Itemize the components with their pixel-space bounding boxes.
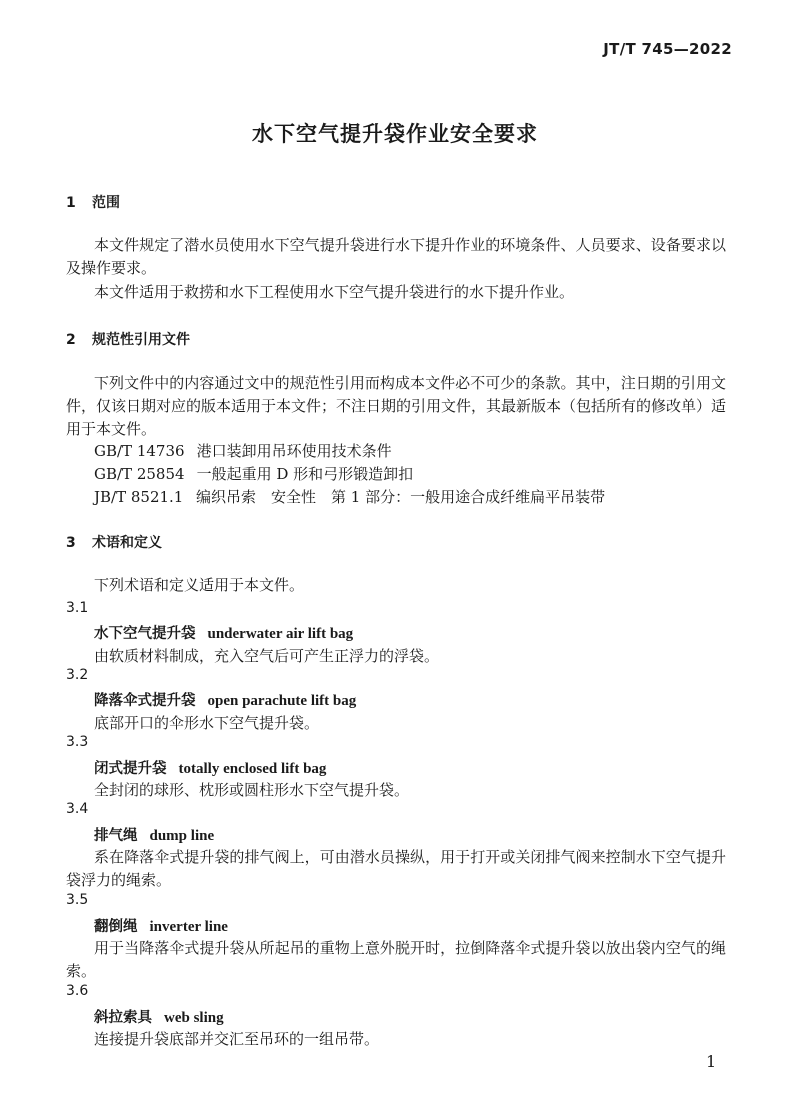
scope-paragraph-1: 本文件规定了潜水员使用水下空气提升袋进行水下提升作业的环境条件、人员要求、设备要求以及操作要求。 [66,236,726,277]
term-en: totally enclosed lift bag [178,761,327,777]
term-number: 3.2 [66,667,89,683]
term-zh: 斜拉索具 [94,1010,152,1026]
term-zh: 排气绳 [94,828,138,844]
reference-title: 一般起重用 D 形和弓形锻造卸扣 [196,465,414,483]
term-en: dump line [149,828,215,844]
standard-code: JT/T 745—2022 [603,40,732,58]
section-number: 2 [66,332,76,348]
scope-paragraph-2: 本文件适用于救捞和水下工程使用水下空气提升袋进行的水下提升作业。 [94,283,575,301]
term-definition: 系在降落伞式提升袋的排气阀上，可由潜水员操纵，用于打开或关闭排气阀来控制水下空气提升袋浮力的绳索。 [66,848,726,889]
term-en: web sling [164,1010,224,1026]
reference-code: JB/T 8521.1 [94,488,184,506]
section-scope-heading [66,192,120,212]
term-en: open parachute lift bag [207,693,357,709]
term-definition: 底部开口的伞形水下空气提升袋。 [94,714,320,732]
terms-intro: 下列术语和定义适用于本文件。 [94,576,305,594]
page-number: 1 [706,1052,717,1071]
section-terms-heading [66,532,162,552]
term-heading [94,757,326,778]
normative-intro: 下列文件中的内容通过文中的规范性引用而构成本文件必不可少的条款。其中，注日期的引用文件，仅该日期对应的版本适用于本文件；不注日期的引用文件，其最新版本（包括所有的修改单）适用于本文件。 [66,374,727,438]
reference-item [94,486,605,507]
section-title: 规范性引用文件 [92,332,190,348]
reference-title: 港口装卸用吊环使用技术条件 [196,442,392,460]
reference-title: 编织吊索 安全性 第 1 部分：一般用途合成纤维扁平吊装带 [196,488,606,506]
document-title: 水下空气提升袋作业安全要求 [252,122,538,146]
section-number: 3 [66,535,76,551]
term-definition: 由软质材料制成，充入空气后可产生正浮力的浮袋。 [94,647,440,665]
term-number: 3.5 [66,892,89,908]
term-number: 3.6 [66,983,89,999]
term-definition: 全封闭的球形、枕形或圆柱形水下空气提升袋。 [94,781,410,799]
term-zh: 降落伞式提升袋 [94,693,196,709]
term-number: 3.3 [66,734,89,750]
reference-item [94,440,392,461]
section-number: 1 [66,195,76,211]
term-definition: 连接提升袋底部并交汇至吊环的一组吊带。 [94,1030,380,1048]
term-heading [94,915,228,936]
reference-code: GB/T 14736 [94,442,185,460]
term-en: underwater air lift bag [207,626,354,642]
term-zh: 闭式提升袋 [94,761,167,777]
term-zh: 翻倒绳 [94,919,138,935]
term-heading [94,689,356,710]
term-number: 3.1 [66,600,89,616]
reference-code: GB/T 25854 [94,465,185,483]
term-heading [94,824,214,845]
term-heading [94,1006,224,1027]
section-normative-heading [66,329,190,349]
term-heading [94,622,353,643]
term-definition: 用于当降落伞式提升袋从所起吊的重物上意外脱开时，拉倒降落伞式提升袋以放出袋内空气的绳索。 [66,939,726,980]
term-en: inverter line [149,919,228,935]
section-title: 术语和定义 [92,535,162,551]
term-zh: 水下空气提升袋 [94,626,196,642]
term-number: 3.4 [66,801,89,817]
reference-item [94,463,413,484]
section-title: 范围 [92,195,120,211]
